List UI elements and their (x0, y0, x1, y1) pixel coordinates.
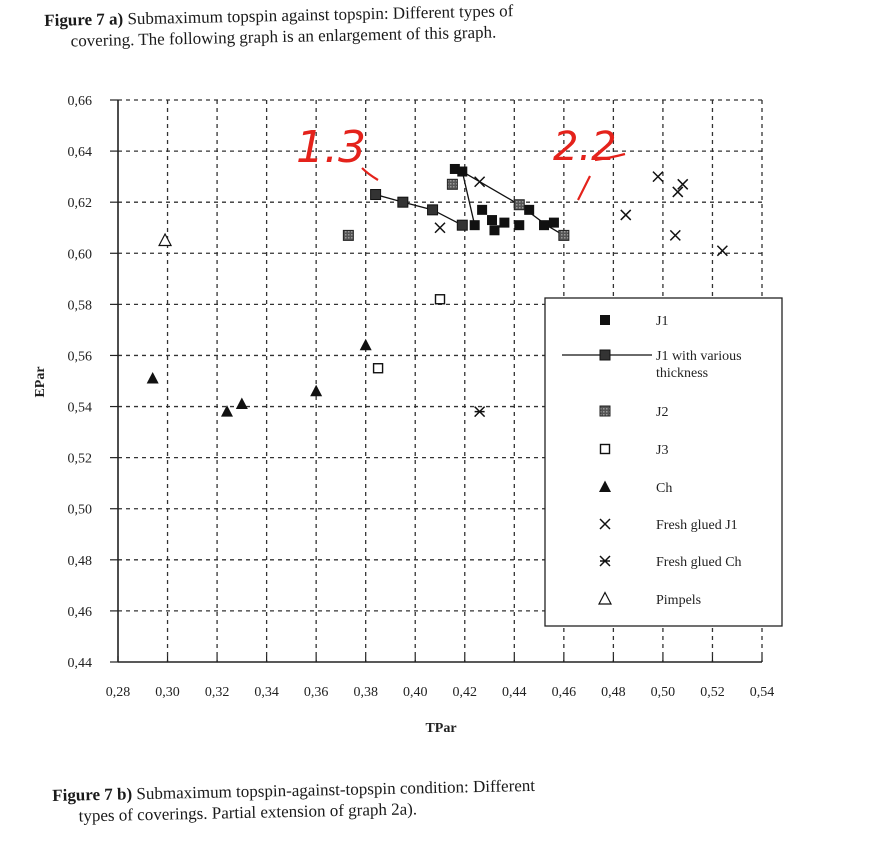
point-fresh-glued-j1 (621, 210, 631, 220)
series-line-j1-with-various-thickness (376, 195, 463, 226)
y-tick-label: 0,50 (67, 502, 92, 518)
x-tick-label: 0,50 (650, 685, 676, 700)
point-fresh-glued-j1 (653, 172, 663, 182)
y-tick-label: 0,44 (67, 656, 92, 671)
x-tick-label: 0,36 (303, 685, 329, 700)
point-j1-with-various-thickness (457, 220, 467, 230)
x-tick-label: 0,52 (700, 685, 725, 700)
caption-bottom-text-2: types of coverings. Partial extension of graph 2a). (78, 799, 418, 826)
y-tick-label: 0,60 (67, 247, 92, 263)
x-tick-label: 0,28 (105, 685, 131, 700)
point-pimpels (159, 234, 171, 246)
caption-bottom-text: Submaximum topspin-against-topspin condition: Different (136, 775, 536, 804)
x-tick-label: 0,40 (402, 685, 428, 700)
point-j1 (539, 220, 549, 230)
caption-top-label: Figure 7 a) (44, 9, 124, 30)
point-ch (360, 339, 372, 351)
point-j1 (470, 220, 480, 230)
point-ch (236, 397, 248, 409)
x-tick-label: 0,30 (155, 685, 180, 700)
point-j1-with-various-thickness (371, 190, 381, 200)
y-tick-label: 0,64 (67, 145, 92, 161)
y-axis-label: EPar (33, 366, 48, 398)
caption-top-text: Submaximum topspin against topspin: Different types of (127, 1, 514, 29)
annotation-1-3: 1.3 (296, 122, 366, 173)
point-fresh-glued-j1 (670, 230, 680, 240)
point-j3 (436, 295, 445, 304)
legend (545, 298, 782, 626)
point-j1 (457, 167, 467, 177)
legend-label-fresh-glued-j1: Fresh glued J1 (656, 518, 738, 533)
y-tick-label: 0,48 (67, 553, 92, 569)
legend-label-pimpels: Pimpels (656, 593, 702, 608)
point-j3 (374, 364, 383, 373)
point-j1 (524, 205, 534, 215)
legend-marker-j2 (600, 406, 610, 416)
legend-marker-j1 (600, 315, 610, 325)
point-j2 (514, 200, 524, 210)
caption-bottom-label: Figure 7 b) (52, 784, 133, 805)
point-j1 (514, 220, 524, 230)
point-j1-with-various-thickness (428, 205, 438, 215)
y-tick-label: 0,58 (67, 298, 92, 314)
y-tick-label: 0,56 (67, 349, 92, 365)
y-tick-label: 0,54 (67, 400, 92, 416)
legend-box (545, 298, 782, 626)
point-j1-with-various-thickness (398, 197, 408, 207)
point-fresh-glued-j1 (717, 246, 727, 256)
x-tick-label: 0,48 (601, 685, 626, 700)
point-j1 (487, 215, 497, 225)
y-tick-label: 0,46 (67, 604, 92, 620)
point-j2 (343, 230, 353, 240)
x-axis-label: TPar (425, 721, 457, 736)
point-fresh-glued-j1 (435, 223, 445, 233)
legend-label-j2: J2 (656, 405, 669, 420)
handwritten-annotations (296, 122, 625, 200)
x-tick-label: 0,34 (254, 685, 279, 700)
x-tick-label: 0,44 (502, 685, 527, 700)
legend-label-fresh-glued-ch: Fresh glued Ch (656, 555, 742, 570)
legend-marker-j1-with-various-thickness (600, 350, 610, 360)
point-ch (147, 372, 159, 384)
x-tick-label: 0,42 (452, 685, 478, 700)
point-ch (310, 385, 322, 397)
point-j2 (447, 179, 457, 189)
legend-label-ch: Ch (656, 481, 673, 496)
x-tick-label: 0,54 (749, 685, 775, 700)
x-tick-label: 0,32 (204, 685, 230, 700)
legend-label-j1-with-various-thickness: J1 with various thickness (656, 349, 742, 381)
y-tick-label: 0,52 (67, 451, 92, 467)
caption-top-text-2: covering. The following graph is an enlargement of this graph. (70, 22, 497, 51)
legend-label-j1: J1 (656, 314, 669, 329)
legend-marker-j3 (601, 445, 610, 454)
y-tick-label: 0,66 (67, 94, 92, 109)
point-j1 (489, 225, 499, 235)
point-j1 (477, 205, 487, 215)
point-j2 (559, 230, 569, 240)
point-j1 (549, 218, 559, 228)
annotation-2-2: 2.2 (553, 124, 617, 170)
annotation-1-3-stroke (362, 168, 378, 180)
legend-label-j3: J3 (656, 443, 669, 458)
y-tick-label: 0,62 (67, 196, 92, 212)
x-tick-label: 0,38 (353, 685, 378, 700)
point-fresh-glued-j1 (475, 177, 485, 187)
x-tick-label: 0,46 (551, 685, 577, 700)
point-j1 (499, 218, 509, 228)
annotation-2-2-stroke (578, 176, 590, 200)
point-fresh-glued-ch (475, 407, 485, 417)
